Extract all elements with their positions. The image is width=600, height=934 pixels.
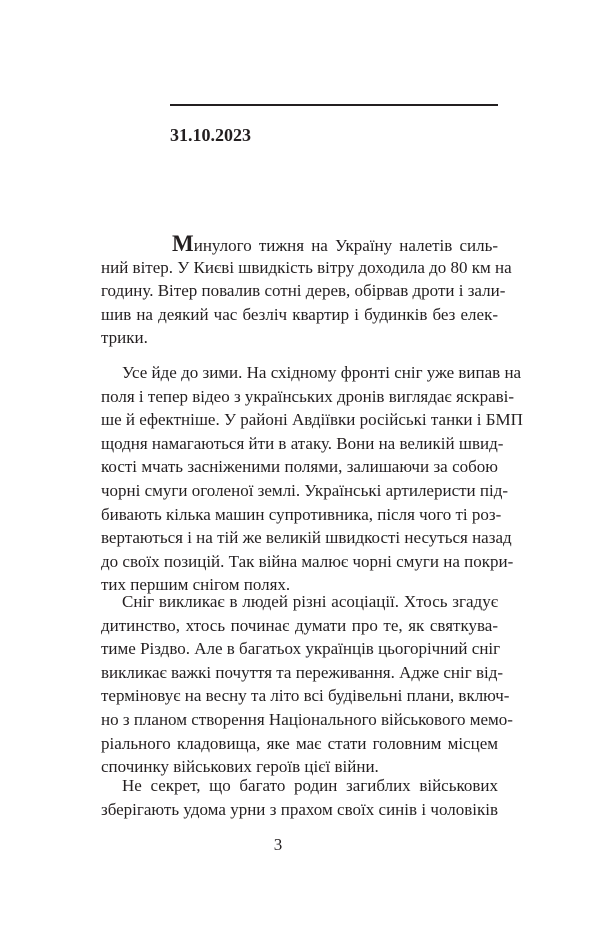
text-line-content: Не секрет, що багато родин загиблих військових (122, 776, 498, 795)
text-line (101, 326, 498, 350)
text-line-content: ний вітер. У Києві швидкість вітру доходила до 80 км на (101, 257, 512, 277)
text-line-content: Сніг викликає в людей різні асоціації. Хтось згадує (122, 592, 498, 611)
header-rule (170, 104, 498, 106)
text-line-content: тих першим снігом полях. (101, 575, 291, 595)
text-line (101, 455, 498, 479)
text-line (101, 590, 498, 614)
text-line (101, 479, 509, 503)
text-line (101, 526, 512, 550)
text-line (101, 303, 498, 327)
text-line-content: ше й ефектніше. У районі Авдіївки російські танки і БМП (101, 410, 523, 430)
text-line (101, 408, 523, 432)
text-line-content: Усе йде до зими. На східному фронті сніг уже випав на (122, 363, 522, 382)
text-line-content: кості мчать засніженими полями, залишаючи за собою (101, 457, 498, 477)
initial-letter: М (172, 231, 194, 256)
entry-date: 31.10.2023 (170, 125, 251, 145)
text-line-content: спочинку військових героїв цієї війни. (101, 757, 379, 777)
text-line (101, 550, 514, 574)
page-number: 3 (273, 835, 283, 854)
text-line (101, 684, 510, 708)
text-line-content: поля і тепер відео з українських дронів виглядає яскраві- (101, 386, 515, 406)
text-line-content: тиме Різдво. Але в багатьох українців цьогорічний сніг (101, 639, 501, 659)
text-line (101, 503, 502, 527)
text-line-content: но з планом створення Національного військового мемо- (101, 709, 513, 729)
text-line-content: вертаються і на тій же великій швидкості несуться назад (101, 528, 512, 548)
text-line-content: викликає важкі почуття та переживання. Адже сніг від- (101, 662, 504, 682)
text-line (101, 614, 498, 638)
text-line-content: щодня намагаються йти в атаку. Вони на великій швид- (101, 433, 504, 453)
text-line (101, 361, 522, 385)
text-line (101, 798, 498, 822)
text-line-content: трики. (101, 328, 148, 348)
text-line-content: годину. Вітер повалив сотні дерев, обірвав дроти і зали- (101, 281, 506, 301)
text-line (101, 432, 504, 456)
text-line-content: терміновує на весну та літо всі будівельні плани, включ- (101, 686, 510, 706)
text-line (101, 256, 512, 280)
paragraph-2 (101, 361, 523, 597)
text-line-content: чорні смуги оголеної землі. Українські артилеристи під- (101, 480, 509, 500)
text-line (101, 774, 498, 798)
text-line (101, 637, 501, 661)
paragraph-1 (101, 231, 512, 350)
text-line-content: инулого тижня на Україну налетів силь- (193, 236, 498, 255)
paragraph-3 (101, 590, 513, 779)
text-line (101, 385, 515, 409)
text-line-content: шив на деякий час безліч квартир і будинків без елек- (101, 304, 498, 324)
text-line (101, 232, 498, 256)
text-line-content: дитинство, хтось починає думати про те, як святкува- (101, 615, 498, 635)
text-line (101, 661, 504, 685)
text-line-content: зберігають удома урни з прахом своїх синів і чоловіків (101, 799, 498, 819)
paragraph-4 (101, 774, 498, 821)
text-line (101, 708, 513, 732)
text-line-content: бивають кілька машин супротивника, після чого ті роз- (101, 504, 502, 524)
text-line (101, 732, 498, 756)
text-line-content: до своїх позицій. Так війна малює чорні смуги на покри- (101, 551, 514, 571)
text-line (101, 279, 506, 303)
text-line-content: ріального кладовища, яке має стати головним місцем (101, 733, 498, 753)
